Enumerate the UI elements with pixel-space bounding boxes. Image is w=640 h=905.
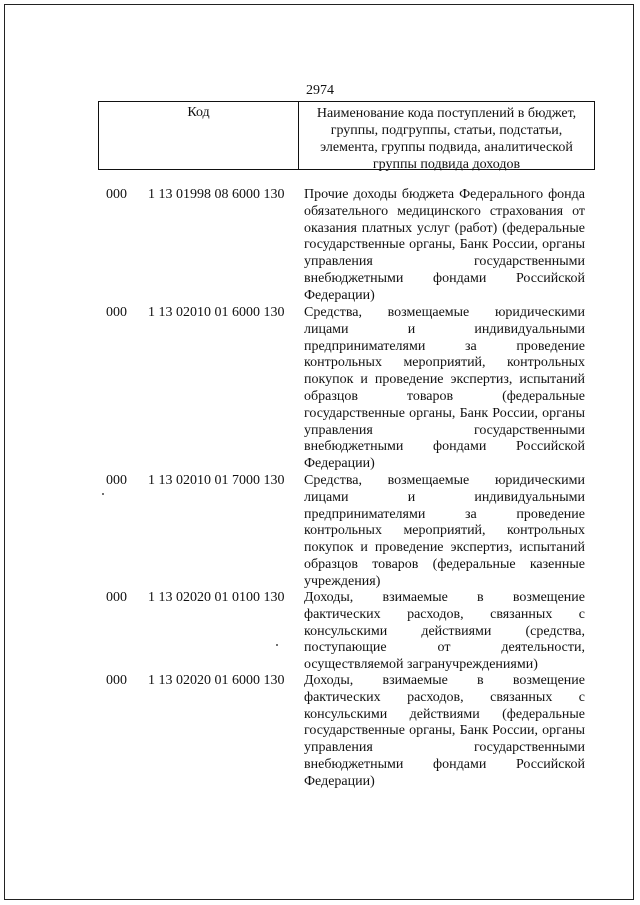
admin-code: 000 <box>106 673 127 688</box>
header-name-label: Наименование кода поступлений в бюджет, группы, подгруппы, статьи, подстатьи, элемента, группы подвида, аналитической группы подвида доходов <box>316 106 577 172</box>
revenue-description: Прочие доходы бюджета Федерального фонда обязательного медицинского страхования от оказания платных услуг (работ) (федеральные государственные органы, Банк России, органы управления государственными внебюджетными фондами Российской Федерации) <box>304 187 585 303</box>
admin-code: 000 <box>106 305 127 320</box>
revenue-code: 1 13 02020 01 6000 130 <box>148 673 285 688</box>
revenue-description: Средства, возмещаемые юридическими лицами и индивидуальными предпринимателями за проведение контрольных мероприятий, контрольных покупок и проведение экспертиз, испытаний образцов товаров (федеральные государственные органы, Банк России, органы управления государственными внебюджетными фондами Российской Федерации) <box>304 305 585 472</box>
revenue-description: Доходы, взимаемые в возмещение фактических расходов, связанных с консульскими действиями (федеральные государственные органы, Банк России, органы управления государственными внебюджетными фондами Российской Федерации) <box>304 673 585 789</box>
header-code-label: Код <box>99 102 299 169</box>
admin-code: 000 <box>106 473 127 488</box>
revenue-code: 1 13 02010 01 7000 130 <box>148 473 285 488</box>
revenue-code: 1 13 02010 01 6000 130 <box>148 305 285 320</box>
revenue-code: 1 13 01998 08 6000 130 <box>148 187 285 202</box>
scan-speck <box>102 493 104 495</box>
revenue-description: Средства, возмещаемые юридическими лицами и индивидуальными предпринимателями за проведение контрольных мероприятий, контрольных покупок и проведение экспертиз, испытаний образцов товаров (федеральные казенные учреждения) <box>304 473 585 589</box>
scan-speck <box>276 644 278 646</box>
revenue-description: Доходы, взимаемые в возмещение фактических расходов, связанных с консульскими действиями (средства, поступающие от деятельности, осуществляемой загранучреждениями) <box>304 590 585 673</box>
revenue-code: 1 13 02020 01 0100 130 <box>148 590 285 605</box>
page-number: 2974 <box>306 83 334 98</box>
admin-code: 000 <box>106 590 127 605</box>
admin-code: 000 <box>106 187 127 202</box>
table-header <box>98 101 595 170</box>
